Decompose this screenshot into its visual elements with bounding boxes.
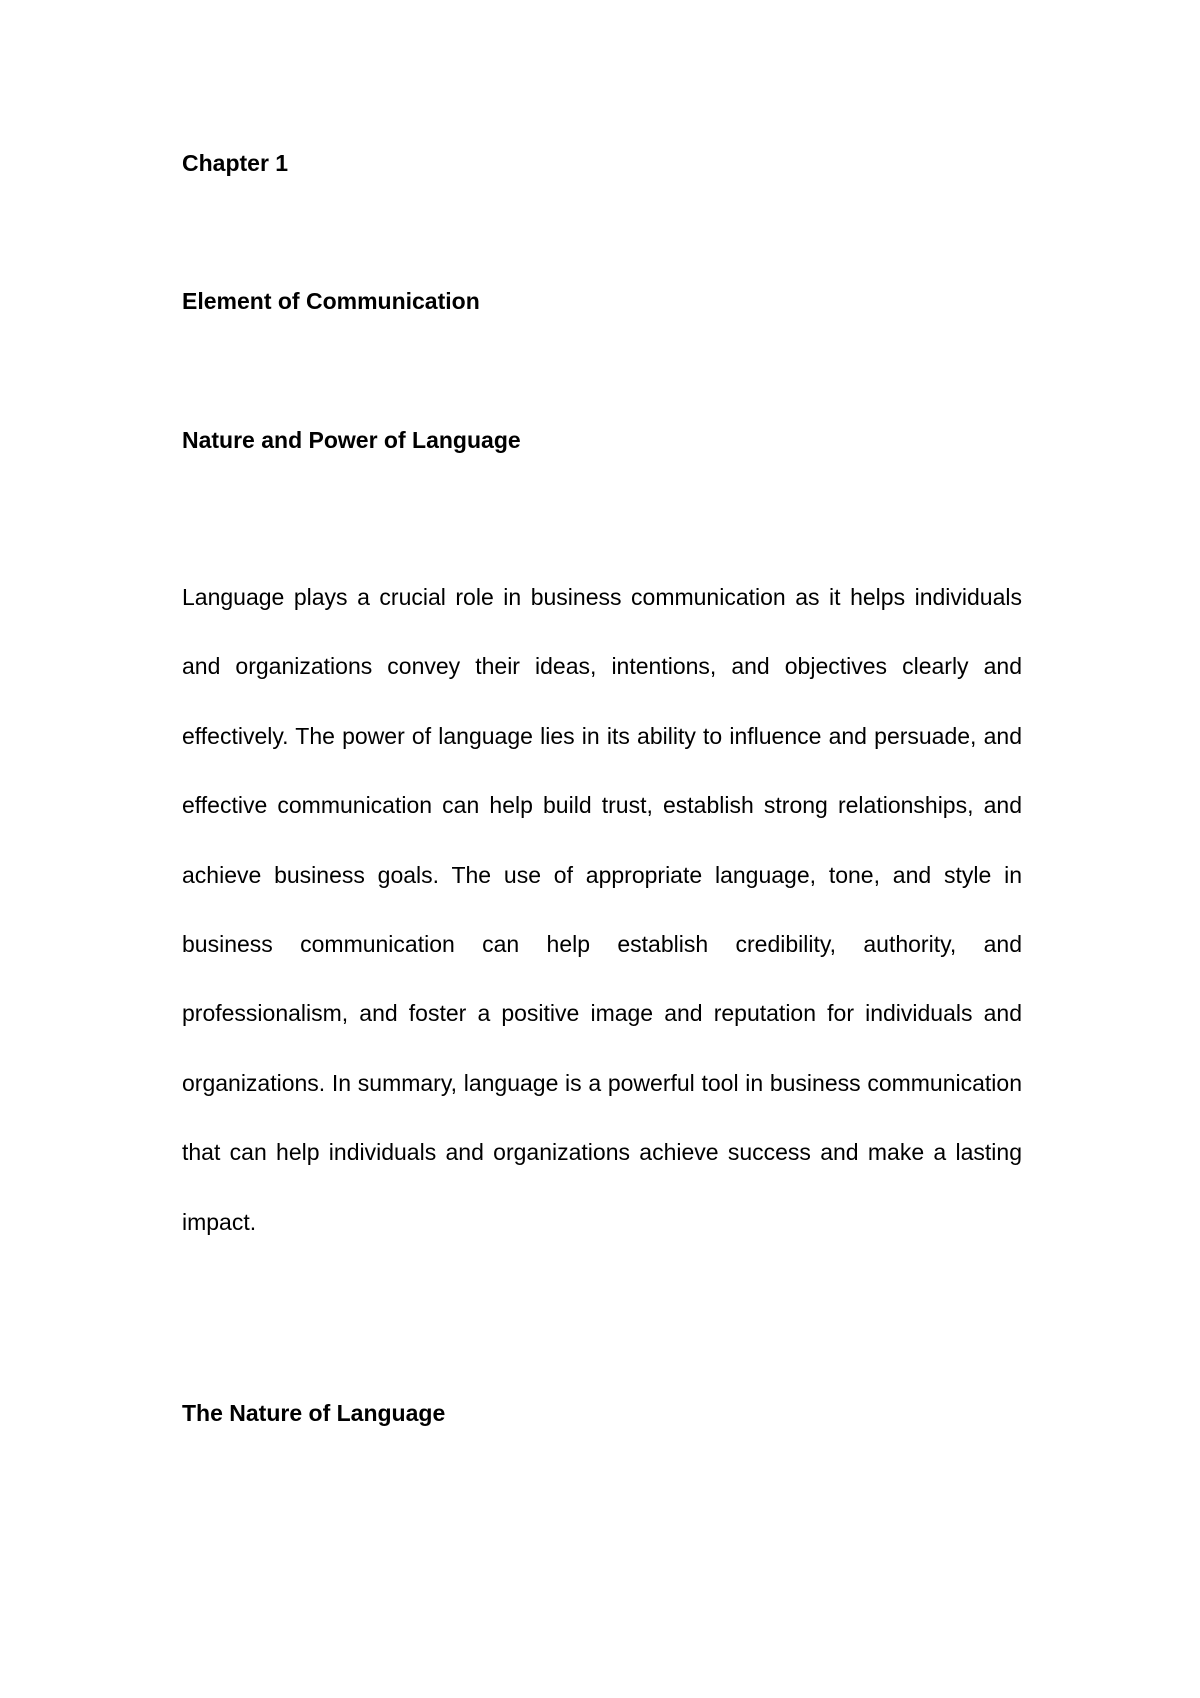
chapter-heading: Chapter 1 <box>182 150 289 176</box>
subsection-heading: Nature and Power of Language <box>182 427 521 453</box>
next-subsection-heading: The Nature of Language <box>182 1400 446 1426</box>
body-paragraph: Language plays a crucial role in business communication as it helps individuals and organizations convey their ideas, intentions, and objectives clearly and effectively. The power of language lies in its ability to influence and persuade, and effective communication can help build trust, establish strong relationships, and achieve business goals. The use of appropriate language, tone, and style in business communication can help establish credibility, authority, and professionalism, and foster a positive image and reputation for individuals and organizations. In summary, language is a powerful tool in business communication that can help individuals and organizations achieve success and make a lasting impact. <box>182 584 1022 1235</box>
section-heading: Element of Communication <box>182 288 480 314</box>
